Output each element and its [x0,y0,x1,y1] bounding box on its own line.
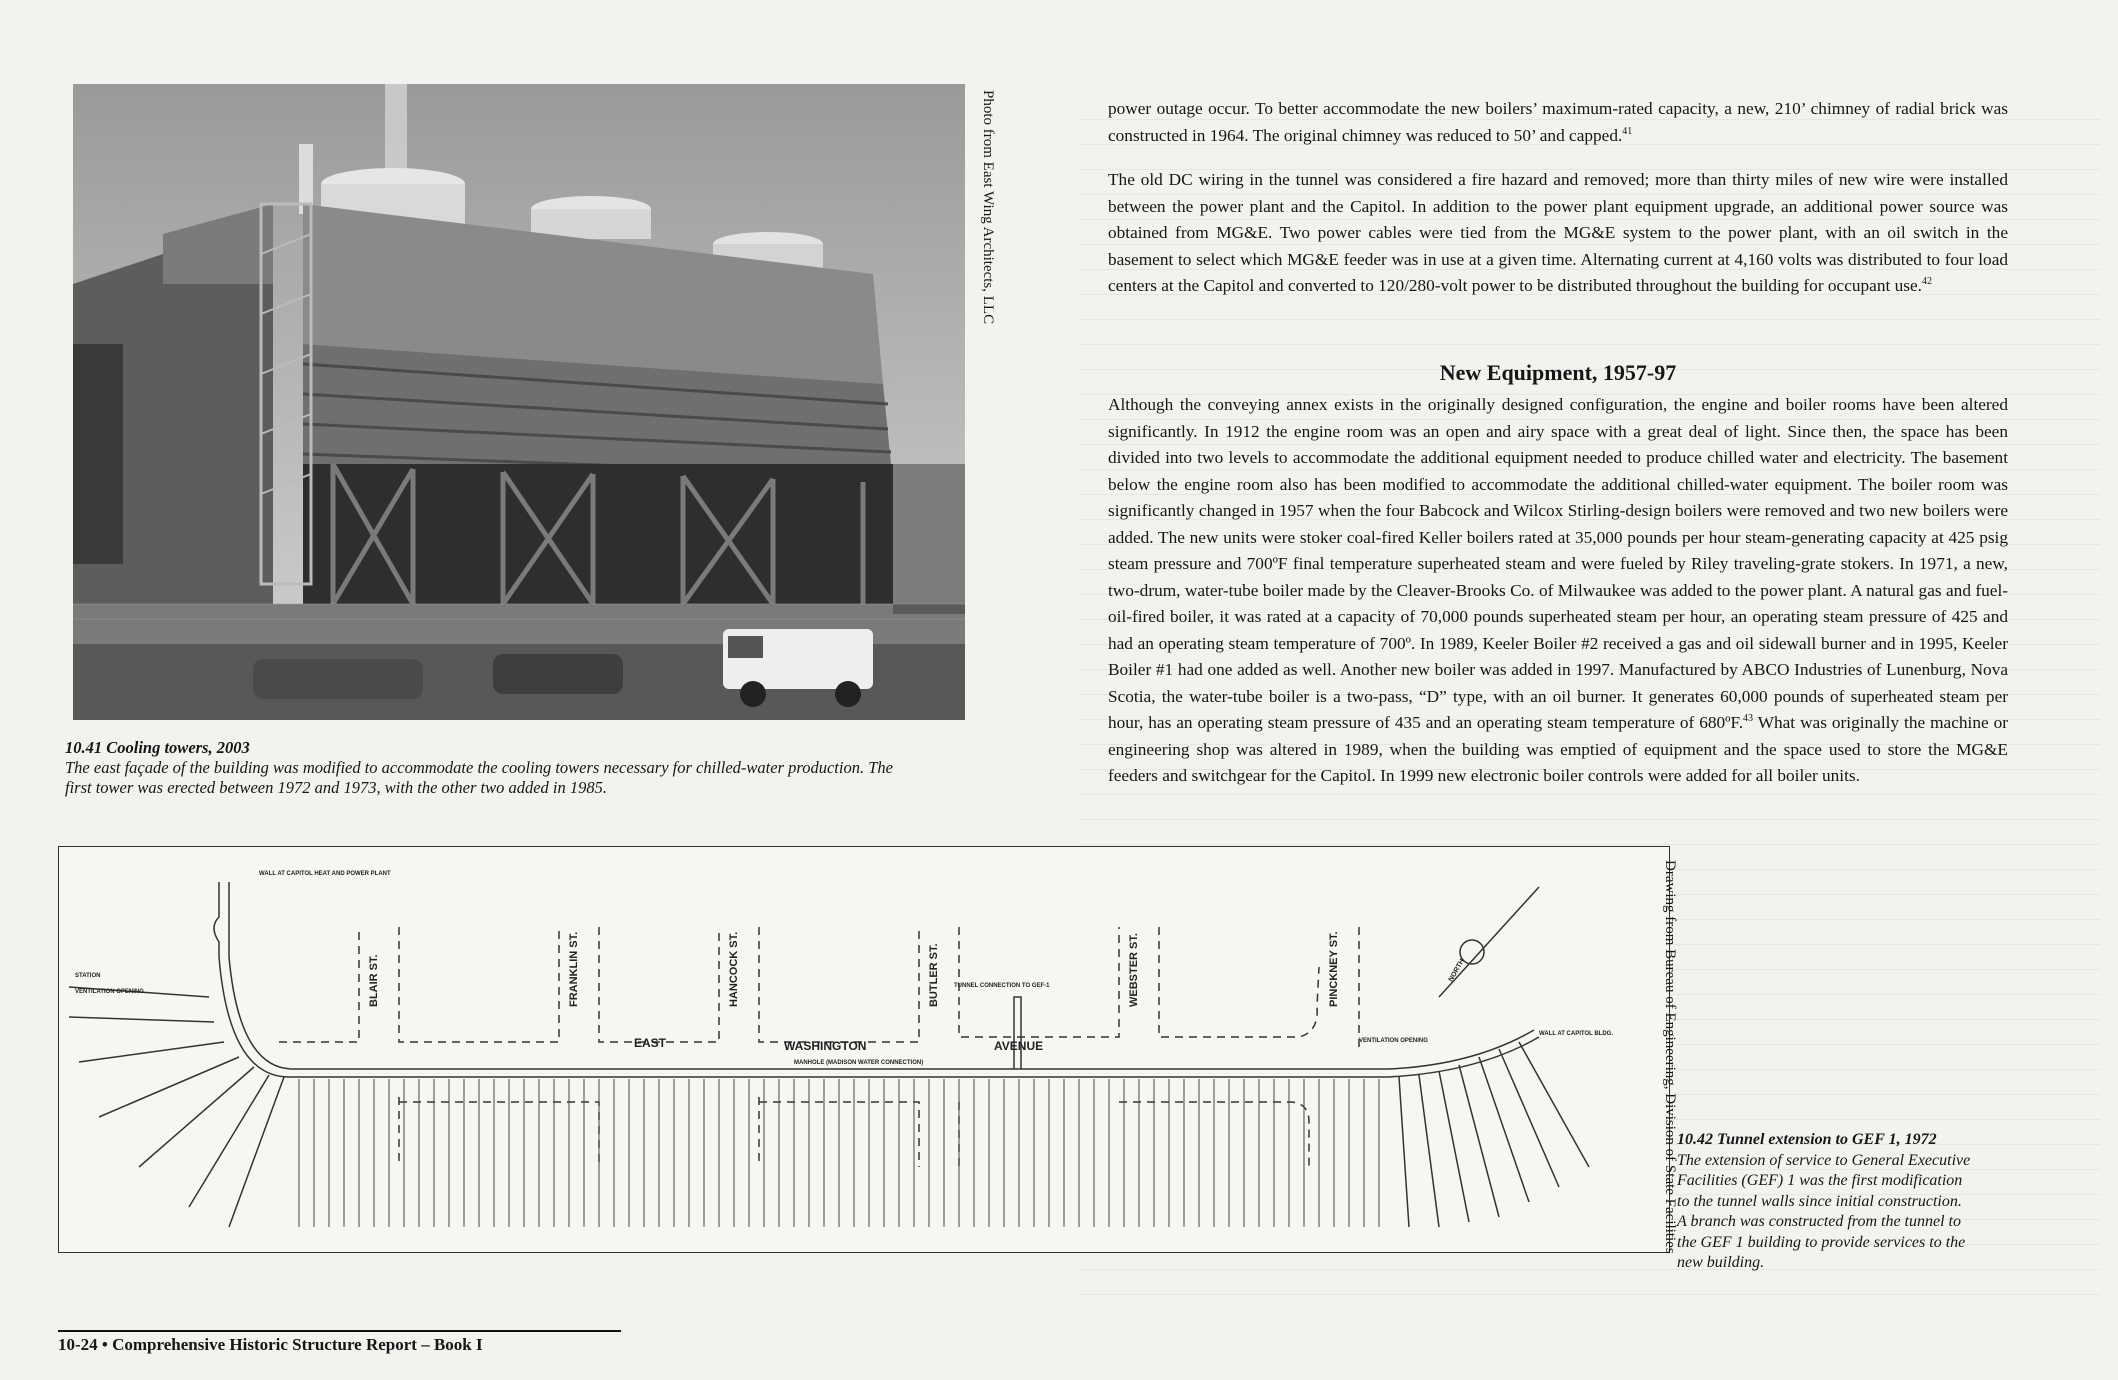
drawing-label: AVENUE [994,1039,1044,1053]
drawing-caption-line: to the tunnel walls since initial construction. [1677,1192,1962,1210]
photo-caption-line: The east façade of the building was modified to accommodate the cooling towers necessary for chilled-water production. The [65,758,893,777]
drawing-label: VENTILATION OPENING [75,989,144,995]
footnote-ref: 43 [1743,713,1754,725]
footnote-ref: 42 [1921,276,1932,288]
paragraph: Although the conveying annex exists in the originally designed configuration, the engine and boiler rooms have been altered significantly. In 1912 the engine room was an open and airy space with a great deal of light. Since then, the space has been divided into two levels to accommodate the additional equipment needed to produce chilled water and electricity. The basement below the engine room also has been modified to accommodate the additional chilled-water equipment. The boiler room was significantly changed in 1957 when the four Babcock and Wilcox Stirling-design boilers were removed and two new boilers were added. The new units were stoker coal-fired Keller boilers rated at 35,000 pounds per hour steam-generating capacity at 425 psig steam pressure and 700ºF final temperature superheated steam and were fueled by Riley traveling-grate stokers. In 1971, a new, two-drum, water-tube boiler made by the Cleaver-Brooks Co. of Milwaukee was added to the power plant. A natural gas and fuel-oil-fired boiler, it was rated at a capacity of 70,000 pounds superheated steam per hour, an operating steam pressure of 425 and had an operating steam temperature of 700º. In 1989, Keeler Boiler #2 received a gas and oil sidewall burner and in 1995, Keeler Boiler #1 had one added as well. Another new boiler was added in 1997. Manufactured by ABCO Industries of Lunenburg, Nova Scotia, the water-tube boiler is a two-pass, “D” type, with an oil burner. It generates 60,000 pounds of superheated steam per hour, has an operating steam pressure of 435 and an operating steam temperature of 680ºF.$^{43}$ What was originally the machine or engineering shop was altered in 1989, when the building was emptied of equipment and the space used to store the MG&E feeders and switchgear for the Capitol. In 1999 new electronic boiler controls were added for all boiler units. [1108,395,2008,785]
street-label: PINCKNEY ST. [1328,931,1340,1007]
street-label: HANCOCK ST. [728,931,740,1007]
page-footer: 10-24 • Comprehensive Historic Structure Report – Book I [58,1335,483,1354]
footnote-ref: 41 [1622,125,1633,137]
cooling-towers-photo [73,84,965,720]
drawing-label: STATION [75,973,101,979]
street-label: WEBSTER ST. [1128,933,1140,1007]
drawing-label: WALL AT CAPITOL BLDG. [1539,1031,1613,1037]
section-heading: New Equipment, 1957-97 [1439,360,1677,385]
drawing-caption [1677,1130,2027,1274]
drawing-caption-line: A branch was constructed from the tunnel to [1677,1213,1961,1230]
drawing-caption-line: the GEF 1 building to provide services to the [1677,1233,1966,1251]
drawing-credit: Drawing from Bureau of Engineering, Division of State Facilities [1662,860,1678,1254]
drawing-label: TUNNEL CONNECTION TO GEF-1 [954,983,1050,989]
paragraph: power outage occur. To better accommodate the new boilers’ maximum-rated capacity, a new, 210’ chimney of radial brick was constructed in 1964. The original chimney was reduced to 50’ and capped.$^{41}$ [1108,99,2008,145]
body-column-top [1108,96,2008,300]
photo-caption-title: 10.41 Cooling towers, 2003 [65,738,250,757]
drawing-label: NORTH [1447,957,1467,983]
body-column-bottom [1108,392,2008,790]
drawing-caption-title: 10.42 Tunnel extension to GEF 1, 1972 [1677,1131,1937,1148]
footer-rule [58,1330,621,1332]
drawing-caption-line: Facilities (GEF) 1 was the first modification [1677,1172,1963,1189]
drawing-label: VENTILATION OPENING [1359,1038,1428,1044]
drawing-label: WASHINGTON [784,1039,867,1053]
tunnel-plan-drawing [58,846,1670,1253]
photo-caption [65,738,965,798]
photo-credit: Photo from East Wing Architects, LLC [980,90,996,325]
drawing-label: WALL AT CAPITOL HEAT AND POWER PLANT [259,871,391,877]
drawing-label: EAST [634,1036,667,1050]
paragraph: The old DC wiring in the tunnel was considered a fire hazard and removed; more than thirty miles of new wire were installed between the power plant and the Capitol. In addition to the power plant equipment upgrade, an additional power source was obtained from MG&E. Two power cables were tied from the MG&E system to the power plant, with an oil switch in the basement to select which MG&E feeder was in use at a given time. Alternating current at 4,160 volts was distributed to four load centers at the Capitol and converted to 120/280-volt power to be distributed throughout the building for occupant use.$^{42}$ [1108,170,2008,295]
drawing-label: MANHOLE (MADISON WATER CONNECTION) [794,1060,924,1066]
drawing-caption-line: new building. [1677,1254,1765,1271]
photo-caption-line: first tower was erected between 1972 and 1973, with the other two added in 1985. [65,778,608,797]
street-label: BLAIR ST. [368,954,380,1007]
street-label: FRANKLIN ST. [568,931,580,1007]
street-label: BUTLER ST. [928,943,940,1007]
drawing-caption-line: The extension of service to General Executive [1677,1151,1971,1169]
